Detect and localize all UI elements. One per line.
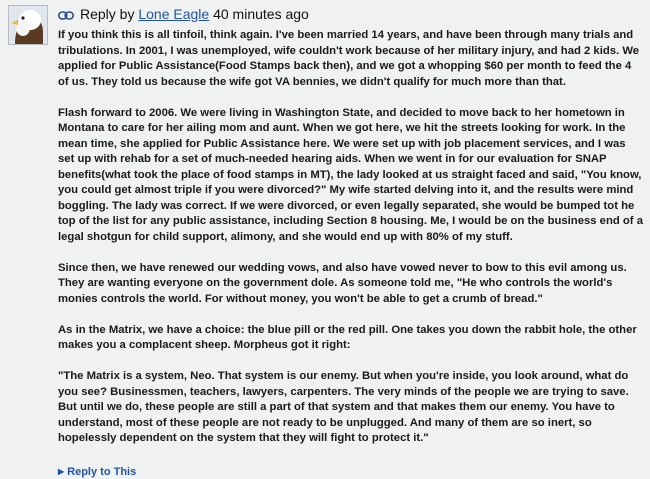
avatar[interactable] [8, 5, 48, 45]
eagle-avatar-icon [9, 6, 47, 44]
reply-to-this-link[interactable] [58, 465, 136, 479]
comment-paragraph: If you think this is all tinfoil, think again. I've been married 14 years, and have been through many trials and tribulations. In 2001, I was unemployed, wife couldn't work because of her military injury, and had 2 kids. We applied for Public Assistance(Food Stamps back then), and we got a whopping $60 per month to feed the 4 of us. They told us because the wife got VA bennies, we didn't qualify for much more than that. [58, 29, 640, 88]
triangle-right-icon: ▶ [58, 467, 65, 476]
link-icon [58, 11, 74, 20]
reply-by-label: Reply by [80, 6, 135, 22]
comment-body [58, 28, 643, 462]
timestamp: 40 minutes ago [213, 6, 309, 22]
comment-paragraph: Since then, we have renewed our wedding vows, and also have vowed never to bow to this evil among us. They are wanting everyone on the government dole. As someone told me, "He who controls the world's monies controls the world. For without money, you won't be able to get a crumb of bread." [58, 261, 627, 305]
author-link[interactable]: Lone Eagle [138, 6, 210, 22]
comment-paragraph: "The Matrix is a system, Neo. That system is our enemy. But when you're inside, you look around, what do you see? Businessmen, teachers, lawyers, carpenters. The very minds of the people we are trying to save. But until we do, these people are still a part of that system and that makes them our enemy. You have to understand, most of these people are not ready to be unplugged. And many of them are so inert, so hopelessly dependent on the system that they will fight to protect it." [58, 370, 629, 444]
comment-paragraph: As in the Matrix, we have a choice: the blue pill or the red pill. One takes you down the rabbit hole, the other makes you a complacent sheep. Morpheus got it right: [58, 323, 637, 351]
comment-header [58, 4, 309, 24]
comment-paragraph: Flash forward to 2006. We were living in Washington State, and decided to move back to her hometown in Montana to care for her ailing mom and aunt. When we got here, we hit the streets looking for work. In the mean time, she applied for Public Assistance here. We were set up with job placement services, and I was set up with rehab for a set of much-needed hearing aids. When we went in for our evaluation for SNAP benefits(what took the place of food stamps in MT), the lady looked at us straight faced and said, "You know, you could get almost triple if you were divorced?" My wife started delving into it, and the results were mind boggling. The lady was correct. If we were divorced, or even legally separated, she would be bumped tot he top of the list for any public assistance, including Section 8 housing. Me, I would be on the business end of a legal shotgun for child support, alimony, and she would end up with 80% of my stuff. [58, 106, 643, 243]
reply-link-label[interactable]: Reply to This [67, 466, 137, 478]
